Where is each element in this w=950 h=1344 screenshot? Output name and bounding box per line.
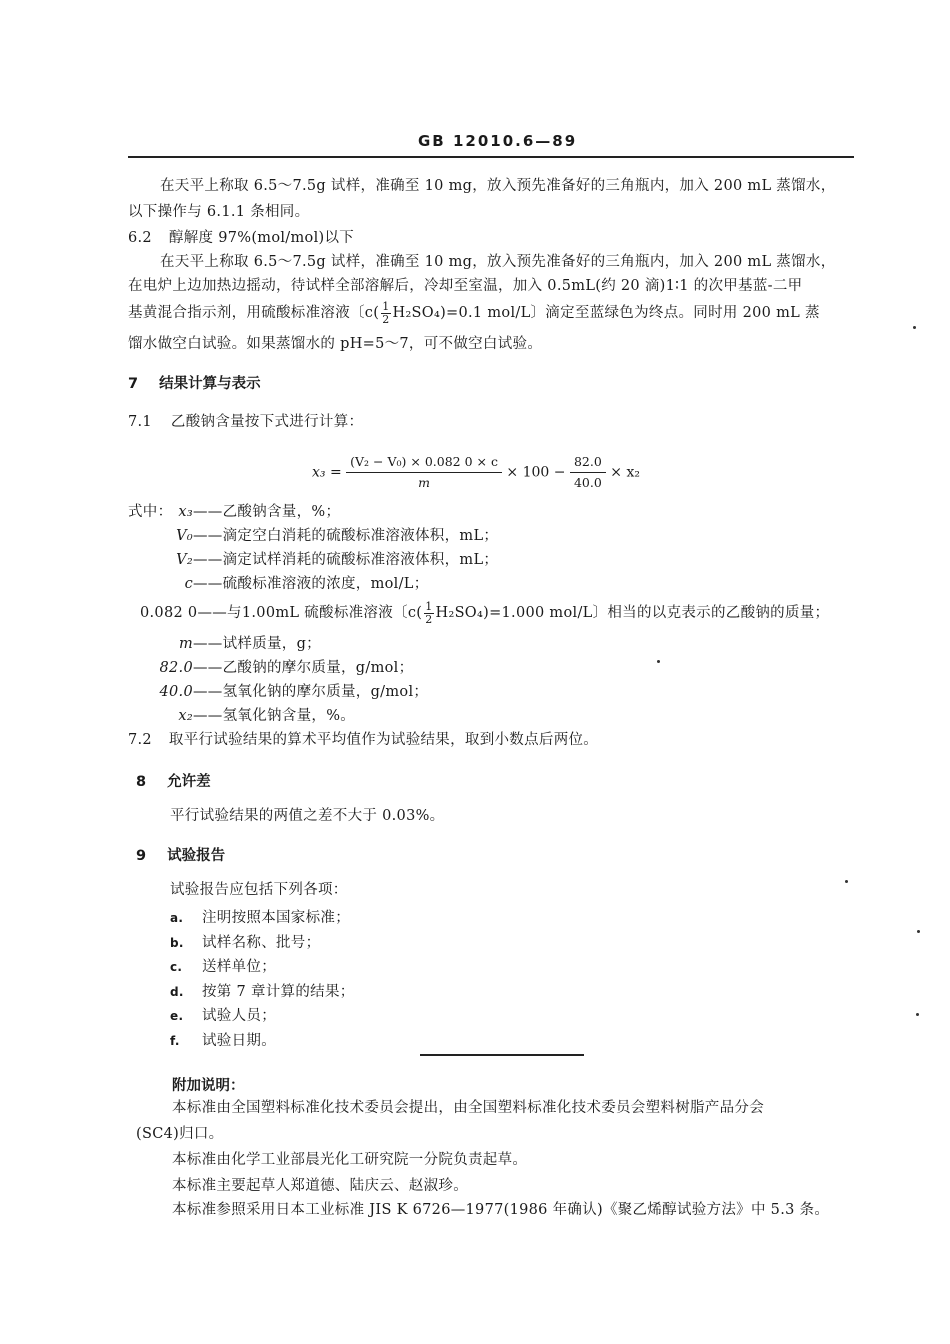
s71-number: 7.1 [128, 414, 152, 430]
variable-symbol: c [184, 576, 193, 592]
s62-line1: 在天平上称取 6.5～7.5g 试样，准确至 10 mg，放入预先准备好的三角瓶内，加入 200 mL 蒸馏水， [160, 254, 836, 270]
header-rule [128, 156, 854, 158]
var5-frac-den: 2 [425, 612, 433, 626]
s8-text: 平行试验结果的两值之差不大于 0.03%。 [170, 808, 445, 824]
variable-row [0, 574, 429, 594]
list-item-text: 试验人员； [202, 1008, 276, 1024]
list-item-text: 送样单位； [202, 959, 276, 975]
variable-description: ——滴定试样消耗的硫酸标准溶液体积，mL； [193, 552, 499, 568]
variable-row [0, 634, 321, 654]
appendix-line3: 本标准由化学工业部晨光化工研究院一分院负责起草。 [172, 1152, 528, 1168]
s72-line [128, 730, 598, 750]
scan-speck [917, 930, 920, 933]
list-item [170, 957, 276, 977]
formula-fraction-main [346, 454, 502, 491]
variable-description: ——硫酸标准溶液的浓度，mol/L； [193, 576, 429, 592]
variable-description: ——乙酸钠的摩尔质量，g/mol； [193, 660, 414, 676]
s6-intro-line1: 在天平上称取 6.5～7.5g 试样，准确至 10 mg，放入预先准备好的三角瓶内，加入 200 mL 蒸馏水， [160, 178, 836, 194]
s72-text: 取平行试验结果的算术平均值作为试验结果，取到小数点后两位。 [168, 732, 599, 748]
var5-sym: 0.082 0 [140, 605, 198, 621]
formula-mid: × 100 − [506, 464, 566, 481]
list-item-text: 试样名称、批号； [202, 934, 321, 951]
var5-desc-a: ——与1.00mL 硫酸标准溶液〔c( [197, 605, 423, 621]
s62-frac-num: 1 [382, 299, 390, 313]
s8-heading [136, 770, 211, 791]
list-item-label: b. [170, 935, 184, 950]
scan-speck [916, 1013, 919, 1016]
variable-symbol: V₂ [176, 552, 193, 568]
variable-description: ——滴定空白消耗的硫酸标准溶液体积，mL； [193, 528, 499, 544]
formula-num1: (V₂ − V₀) × 0.082 0 × c [346, 454, 502, 473]
standard-code-header: GB 12010.6—89 [418, 132, 578, 150]
variable-symbol: 82.0 [159, 660, 193, 676]
variable-description: ——乙酸钠含量，%； [193, 504, 341, 520]
list-item-label: e. [170, 1009, 184, 1023]
variable-row [0, 502, 340, 522]
list-item-label: c. [170, 960, 183, 974]
s71-line [128, 412, 363, 432]
list-item-text: 试验日期。 [202, 1032, 276, 1049]
formula-x3 [312, 454, 640, 491]
variable-row [0, 658, 413, 678]
list-item-label: f. [170, 1033, 180, 1048]
list-item-label: a. [170, 911, 184, 925]
scan-speck [913, 326, 916, 329]
s9-number: 9 [136, 848, 147, 864]
var5-frac-num: 1 [425, 599, 433, 613]
s62-title: 醇解度 97%(mol/mol)以下 [168, 230, 355, 246]
appendix-title: 附加说明： [172, 1078, 245, 1094]
s9-heading [136, 844, 225, 865]
variable-description: ——试样质量，g； [193, 636, 321, 652]
scan-speck [845, 880, 848, 883]
list-item [170, 1031, 276, 1051]
s62-line4: 馏水做空白试验。如果蒸馏水的 pH=5～7，可不做空白试验。 [128, 336, 543, 352]
variable-symbol: x₂ [178, 708, 193, 724]
s7-number: 7 [128, 376, 139, 392]
scan-speck [657, 660, 660, 663]
list-item-label: d. [170, 984, 184, 999]
list-item-text: 按第 7 章计算的结果； [202, 983, 355, 1000]
list-item [170, 908, 350, 928]
variable-symbol: 40.0 [159, 684, 193, 700]
appendix-line5: 本标准参照采用日本工业标准 JIS K 6726—1977(1986 年确认)《聚乙烯醇试验方法》中 5.3 条。 [172, 1202, 830, 1218]
where-label: 式中： [128, 504, 173, 520]
s62-number: 6.2 [128, 230, 152, 246]
var-0082 [140, 600, 829, 626]
s62-frac-den: 2 [382, 312, 390, 326]
list-item [170, 1006, 276, 1026]
list-item [170, 982, 355, 1002]
s8-title: 允许差 [167, 774, 211, 790]
s9-title: 试验报告 [167, 848, 226, 864]
s62-line3-a: 基黄混合指示剂，用硫酸标准溶液〔c( [128, 305, 380, 321]
s6-intro-line2: 以下操作与 6.1.1 条相同。 [128, 204, 310, 220]
variable-row [0, 682, 428, 702]
appendix-line2: (SC4)归口。 [136, 1126, 224, 1142]
appendix-divider [420, 1054, 584, 1056]
s62-line2: 在电炉上边加热边摇动，待试样全部溶解后，冷却至室温，加入 0.5mL(约 20 滴)1∶1 的次甲基蓝-二甲 [128, 278, 803, 294]
s62-heading [128, 228, 354, 248]
appendix-line4: 本标准主要起草人郑道德、陆庆云、赵淑珍。 [172, 1178, 468, 1194]
variable-symbol: x₃ [178, 504, 193, 520]
s71-text: 乙酸钠含量按下式进行计算： [170, 414, 364, 430]
s8-number: 8 [136, 774, 147, 790]
formula-lhs: x₃ = [312, 464, 342, 481]
variable-symbol: m [178, 636, 193, 652]
s9-intro: 试验报告应包括下列各项： [170, 882, 348, 898]
s62-fraction [381, 301, 390, 326]
variable-row [0, 526, 498, 546]
var5-fraction [424, 601, 433, 626]
variable-description: ——氢氧化钠含量，%。 [193, 708, 356, 724]
variable-row [0, 706, 355, 726]
variable-symbol: V₀ [176, 528, 193, 544]
s7-title: 结果计算与表示 [159, 376, 261, 392]
appendix-line1: 本标准由全国塑料标准化技术委员会提出，由全国塑料标准化技术委员会塑料树脂产品分会 [172, 1100, 764, 1116]
s72-number: 7.2 [128, 732, 152, 748]
formula-den1: m [418, 475, 430, 490]
list-item-text: 注明按照本国家标准； [202, 910, 350, 926]
s7-heading [128, 372, 261, 393]
variable-description: ——氢氧化钠的摩尔质量，g/mol； [193, 684, 429, 700]
list-item [170, 933, 320, 953]
variable-row [0, 550, 498, 570]
s62-line3-b: H₂SO₄)=0.1 mol/L〕滴定至蓝绿色为终点。同时用 200 mL 蒸 [392, 305, 820, 321]
formula-fraction-ratio [570, 454, 606, 491]
formula-num2: 82.0 [570, 454, 606, 473]
var5-desc-b: H₂SO₄)=1.000 mol/L〕相当的以克表示的乙酸钠的质量； [435, 605, 830, 621]
s62-line3 [128, 300, 820, 326]
formula-tail: × x₂ [610, 464, 640, 481]
formula-den2: 40.0 [573, 475, 602, 490]
